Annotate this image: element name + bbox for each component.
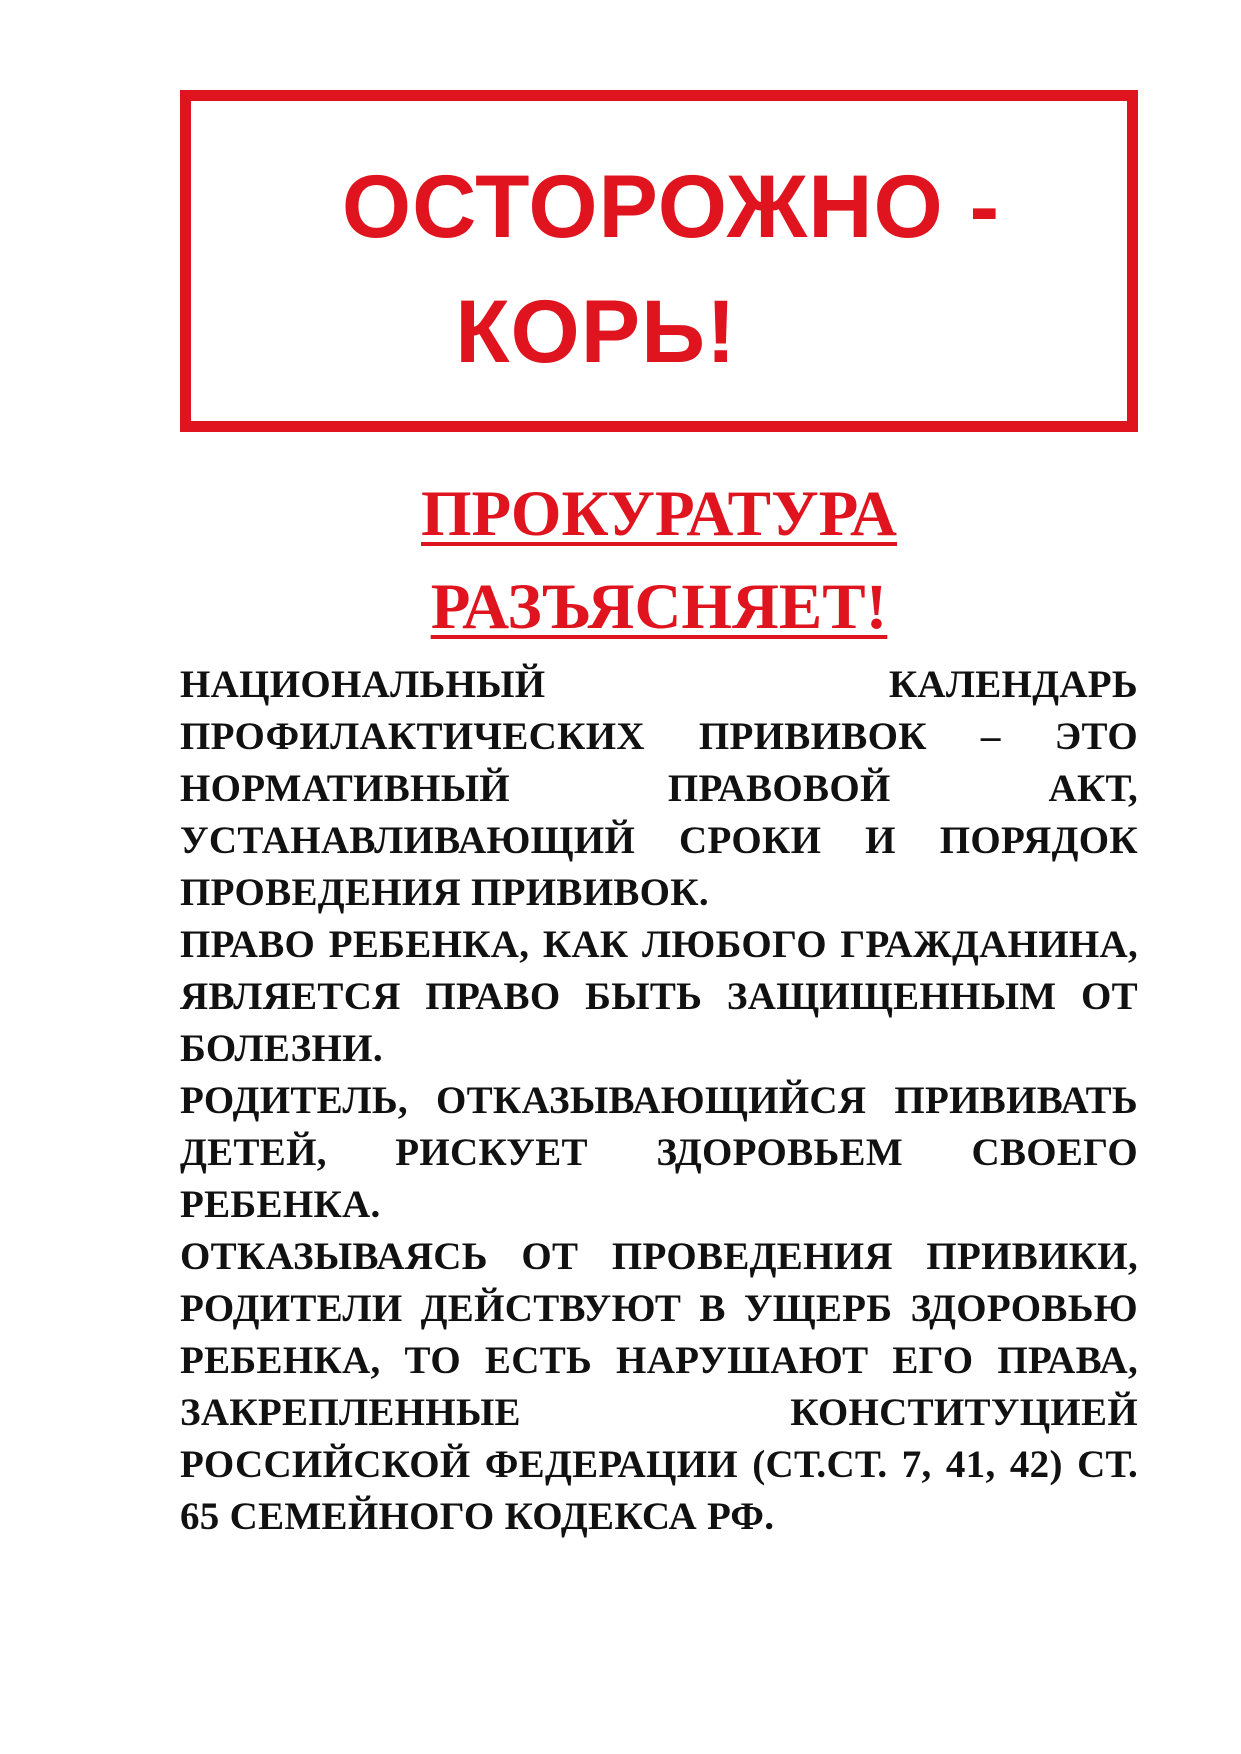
- body-text: [180, 659, 1138, 1543]
- paragraph-vaccination-calendar: НАЦИОНАЛЬНЫЙ КАЛЕНДАРЬ ПРОФИЛАКТИЧЕСКИХ ПРИВИВОК – ЭТО НОРМАТИВНЫЙ ПРАВОВОЙ АКТ, УСТАНАВЛИВАЮЩИЙ СРОКИ И ПОРЯДОК ПРОВЕДЕНИЯ ПРИВИВОК.: [180, 663, 1138, 914]
- paragraph-parent-risk: РОДИТЕЛЬ, ОТКАЗЫВАЮЩИЙСЯ ПРИВИВАТЬ ДЕТЕЙ, РИСКУЕТ ЗДОРОВЬЕМ СВОЕГО РЕБЕНКА.: [180, 1079, 1138, 1226]
- warning-title-line-1: ОСТОРОЖНО -: [341, 156, 1001, 256]
- headline-line-1: ПРОКУРАТУРА: [421, 478, 897, 550]
- headline: [180, 468, 1138, 654]
- paragraph-legal-basis: ОТКАЗЫВАЯСЬ ОТ ПРОВЕДЕНИЯ ПРИВИКИ, РОДИТЕЛИ ДЕЙСТВУЮТ В УЩЕРБ ЗДОРОВЬЮ РЕБЕНКА, ТО ЕСТЬ НАРУШАЮТ ЕГО ПРАВА, ЗАКРЕПЛЕННЫЕ КОНСТИТУЦИЕЙ РОССИЙСКОЙ ФЕДЕРАЦИИ (СТ.СТ. 7, 41, 42) СТ. 65 СЕМЕЙНОГО КОДЕКСА РФ.: [180, 1235, 1138, 1538]
- warning-box: [180, 90, 1138, 432]
- warning-title-line-2: КОРЬ!: [455, 281, 737, 381]
- headline-line-2: РАЗЪЯСНЯЕТ!: [430, 571, 888, 643]
- paragraph-child-right: ПРАВО РЕБЕНКА, КАК ЛЮБОГО ГРАЖДАНИНА, ЯВЛЯЕТСЯ ПРАВО БЫТЬ ЗАЩИЩЕННЫМ ОТ БОЛЕЗНИ.: [180, 923, 1138, 1070]
